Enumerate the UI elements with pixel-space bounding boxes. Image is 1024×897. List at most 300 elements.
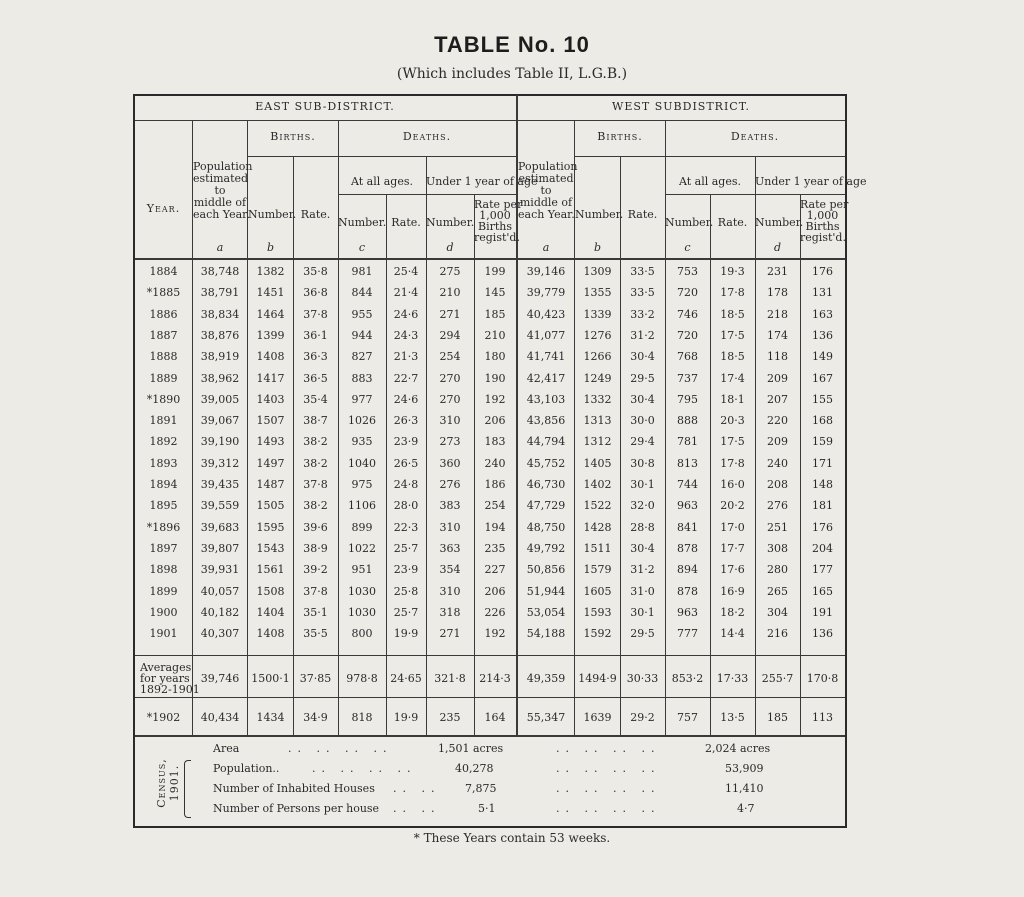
table-cell-west: 1276 xyxy=(583,329,612,342)
row-1902-cell-east: 164 xyxy=(484,711,506,724)
table-cell-east: 254 xyxy=(439,350,461,363)
west-deaths-header: Deaths. xyxy=(730,130,780,143)
table-cell-east: 955 xyxy=(351,308,373,321)
table-cell-west: 251 xyxy=(767,521,788,534)
east-rate-per-line: 1,000 xyxy=(479,209,511,222)
table-cell-east: 1403 xyxy=(256,393,285,406)
table-cell-east: 1399 xyxy=(256,329,285,342)
table-cell-west: 40,423 xyxy=(526,308,566,321)
table-subtitle: (Which includes Table II, L.G.B.) xyxy=(396,66,628,82)
west-pop-line: to xyxy=(540,184,552,197)
table-cell-east: 1382 xyxy=(256,265,285,278)
table-cell-west: 136 xyxy=(812,627,833,640)
table-row-year: 1893 xyxy=(149,457,178,470)
table-cell-east: 1030 xyxy=(348,606,376,619)
table-cell-west: 220 xyxy=(767,414,788,427)
table-cell-west: 208 xyxy=(767,478,788,491)
table-cell-east: 363 xyxy=(439,542,461,555)
table-cell-west: 1312 xyxy=(583,435,612,448)
census-population-label: Population.. xyxy=(213,762,280,775)
table-cell-east: 38·7 xyxy=(303,414,328,427)
averages-cell-east: 214·3 xyxy=(479,672,511,685)
table-cell-west: 39,779 xyxy=(526,286,566,299)
table-cell-west: 1332 xyxy=(583,393,612,406)
table-cell-west: 878 xyxy=(677,585,698,598)
table-cell-east: 254 xyxy=(484,499,506,512)
table-cell-west: 841 xyxy=(677,521,698,534)
census-population-west: 53,909 xyxy=(725,762,764,775)
row-1902-cell-east: 818 xyxy=(351,711,373,724)
table-cell-west: 308 xyxy=(767,542,788,555)
table-cell-east: 39·6 xyxy=(303,521,328,534)
east-rate-per-line: regist'd. xyxy=(474,231,520,244)
table-row-year: 1886 xyxy=(149,308,178,321)
table-cell-west: 204 xyxy=(812,542,833,555)
table-cell-east: 1026 xyxy=(348,414,376,427)
table-row-year: *1885 xyxy=(146,286,181,299)
table-cell-west: 17·7 xyxy=(720,542,745,555)
table-cell-east: 240 xyxy=(484,457,506,470)
row-1902-cell-east: 34·9 xyxy=(303,711,328,724)
table-cell-west: 781 xyxy=(677,435,698,448)
table-cell-west: 231 xyxy=(767,265,788,278)
east-col-letter-b: b xyxy=(266,241,275,254)
grid-line xyxy=(665,121,666,735)
table-cell-east: 21·3 xyxy=(393,350,419,363)
table-cell-east: 310 xyxy=(439,414,461,427)
table-cell-east: 39,435 xyxy=(200,478,240,491)
east-pop-line: Population xyxy=(193,160,253,173)
table-cell-west: 1266 xyxy=(583,350,612,363)
table-cell-west: 41,741 xyxy=(526,350,566,363)
east-births-number-header: Number. xyxy=(248,208,297,221)
table-cell-east: 271 xyxy=(439,627,461,640)
table-cell-east: 318 xyxy=(439,606,461,619)
table-cell-east: 26·5 xyxy=(393,457,419,470)
table-cell-east: 270 xyxy=(439,393,461,406)
table-cell-east: 1493 xyxy=(256,435,285,448)
grid-line xyxy=(135,697,845,698)
table-cell-east: 275 xyxy=(439,265,461,278)
table-cell-east: 1464 xyxy=(256,308,285,321)
table-cell-west: 31·0 xyxy=(630,585,655,598)
table-title: TABLE No. 10 xyxy=(434,32,590,57)
table-row-year: 1894 xyxy=(149,478,178,491)
table-cell-east: 23·9 xyxy=(393,563,419,576)
table-cell-west: 32·0 xyxy=(630,499,655,512)
table-cell-west: 163 xyxy=(812,308,833,321)
table-cell-west: 50,856 xyxy=(526,563,566,576)
table-cell-east: 190 xyxy=(484,372,506,385)
table-cell-east: 1595 xyxy=(256,521,285,534)
west-rate-per-line: 1,000 xyxy=(806,209,839,222)
table-cell-east: 1497 xyxy=(256,457,285,470)
table-cell-east: 951 xyxy=(351,563,373,576)
table-cell-east: 39·2 xyxy=(303,563,328,576)
table-cell-east: 1508 xyxy=(256,585,285,598)
averages-cell-east: 37·85 xyxy=(299,672,332,685)
west-under-1-header: Under 1 year of age xyxy=(755,175,867,188)
averages-label-line: for years xyxy=(140,672,190,685)
west-pop-line: middle of xyxy=(519,196,573,209)
table-cell-east: 1543 xyxy=(256,542,285,555)
table-cell-west: 165 xyxy=(812,585,833,598)
table-cell-east: 19·9 xyxy=(393,627,419,640)
table-row-year: 1889 xyxy=(149,372,178,385)
table-cell-west: 16·0 xyxy=(720,478,745,491)
census-side-text: Census, 1901. xyxy=(155,758,181,808)
grid-line xyxy=(135,258,845,260)
table-cell-east: 23·9 xyxy=(393,435,419,448)
table-cell-east: 35·8 xyxy=(303,265,328,278)
east-pop-line: middle of xyxy=(193,196,247,209)
table-cell-east: 40,182 xyxy=(200,606,240,619)
table-cell-east: 36·3 xyxy=(303,350,328,363)
table-cell-east: 39,807 xyxy=(200,542,240,555)
census-houses-label: Number of Inhabited Houses xyxy=(213,782,375,795)
table-cell-west: 894 xyxy=(677,563,698,576)
grid-line xyxy=(338,156,516,157)
table-cell-east: 194 xyxy=(484,521,506,534)
table-cell-east: 26·3 xyxy=(393,414,419,427)
table-cell-west: 177 xyxy=(812,563,833,576)
table-row-year: 1892 xyxy=(149,435,178,448)
census-brace xyxy=(184,760,191,818)
table-cell-east: 1561 xyxy=(256,563,285,576)
table-cell-east: 35·5 xyxy=(303,627,328,640)
averages-label-line: 1892-1901 xyxy=(140,683,200,696)
table-cell-west: 207 xyxy=(767,393,788,406)
table-cell-east: 24·8 xyxy=(393,478,419,491)
table-cell-west: 33·5 xyxy=(630,265,655,278)
table-cell-east: 39,312 xyxy=(200,457,240,470)
table-cell-east: 294 xyxy=(439,329,461,342)
west-births-number-header: Number. xyxy=(575,208,624,221)
table-cell-east: 210 xyxy=(484,329,506,342)
west-col-letter-a: a xyxy=(542,241,550,254)
table-row-year: 1895 xyxy=(149,499,178,512)
table-cell-west: 753 xyxy=(677,265,698,278)
table-cell-east: 35·1 xyxy=(303,606,328,619)
table-cell-east: 38·2 xyxy=(303,457,328,470)
west-col-letter-b: b xyxy=(593,241,602,254)
table-cell-east: 37·8 xyxy=(303,478,328,491)
table-cell-east: 192 xyxy=(484,393,506,406)
census-population-leaders: .. .. .. .. xyxy=(312,762,417,775)
row-1902-cell-west: 185 xyxy=(767,711,788,724)
table-cell-east: 1417 xyxy=(256,372,285,385)
table-cell-west: 17·6 xyxy=(720,563,745,576)
east-deaths-number-header: Number. xyxy=(338,216,387,229)
table-cell-west: 53,054 xyxy=(526,606,566,619)
averages-cell-west: 49,359 xyxy=(526,672,566,685)
table-cell-west: 33·5 xyxy=(630,286,655,299)
table-cell-east: 39,005 xyxy=(200,393,240,406)
table-cell-west: 1405 xyxy=(583,457,612,470)
table-cell-east: 1106 xyxy=(348,499,376,512)
west-deaths-rate-header: Rate. xyxy=(717,216,748,229)
row-1902-cell-west: 113 xyxy=(812,711,833,724)
table-cell-west: 18·5 xyxy=(720,350,745,363)
row-1902-cell-east: 1434 xyxy=(256,711,285,724)
table-cell-east: 210 xyxy=(439,286,461,299)
table-cell-east: 22·7 xyxy=(393,372,419,385)
table-cell-east: 24·6 xyxy=(393,393,419,406)
table-cell-east: 276 xyxy=(439,478,461,491)
table-cell-west: 29·5 xyxy=(630,372,655,385)
table-cell-west: 17·5 xyxy=(720,435,745,448)
table-cell-west: 888 xyxy=(677,414,698,427)
table-cell-west: 159 xyxy=(812,435,833,448)
table-cell-west: 39,146 xyxy=(526,265,566,278)
table-row-year: *1896 xyxy=(146,521,181,534)
table-cell-west: 155 xyxy=(812,393,833,406)
table-cell-east: 186 xyxy=(484,478,506,491)
table-cell-west: 878 xyxy=(677,542,698,555)
table-cell-east: 39,067 xyxy=(200,414,240,427)
east-infant-number-header: Number. xyxy=(426,216,475,229)
table-cell-east: 1030 xyxy=(348,585,376,598)
east-col-letter-c: c xyxy=(358,241,366,254)
west-subdistrict-header: WEST SUBDISTRICT. xyxy=(612,100,750,113)
west-rate-per-line: regist'd. xyxy=(800,231,846,244)
table-cell-west: 20·2 xyxy=(720,499,745,512)
row-1902-cell-west: 55,347 xyxy=(526,711,566,724)
row-1902-cell-east: 40,434 xyxy=(200,711,240,724)
table-cell-east: 1507 xyxy=(256,414,285,427)
east-births-rate-header: Rate. xyxy=(300,208,331,221)
table-cell-west: 181 xyxy=(812,499,833,512)
grid-line xyxy=(135,735,845,737)
table-cell-east: 935 xyxy=(351,435,373,448)
east-subdistrict-header: EAST SUB-DISTRICT. xyxy=(255,100,395,113)
table-row-year: 1901 xyxy=(149,627,178,640)
averages-cell-west: 1494·9 xyxy=(578,672,617,685)
table-cell-east: 844 xyxy=(351,286,373,299)
table-cell-west: 1313 xyxy=(583,414,612,427)
table-cell-west: 1522 xyxy=(583,499,612,512)
table-cell-east: 360 xyxy=(439,457,461,470)
table-row-year: 1899 xyxy=(149,585,178,598)
table-cell-west: 44,794 xyxy=(526,435,566,448)
table-cell-east: 36·1 xyxy=(303,329,328,342)
table-cell-west: 963 xyxy=(677,606,698,619)
east-all-ages-header: At all ages. xyxy=(350,175,413,188)
table-cell-west: 20·3 xyxy=(720,414,745,427)
table-cell-west: 178 xyxy=(767,286,788,299)
table-cell-east: 227 xyxy=(484,563,506,576)
table-cell-east: 1408 xyxy=(256,350,285,363)
table-cell-west: 167 xyxy=(812,372,833,385)
table-cell-east: 235 xyxy=(484,542,506,555)
table-cell-east: 310 xyxy=(439,585,461,598)
table-cell-east: 37·8 xyxy=(303,585,328,598)
averages-cell-west: 17·33 xyxy=(716,672,749,685)
census-persons-label: Number of Persons per house xyxy=(213,802,380,815)
table-cell-west: 1402 xyxy=(583,478,612,491)
table-cell-east: 22·3 xyxy=(393,521,419,534)
table-cell-west: 118 xyxy=(767,350,788,363)
west-births-rate-header: Rate. xyxy=(627,208,658,221)
table-cell-west: 720 xyxy=(677,329,698,342)
table-cell-east: 883 xyxy=(351,372,373,385)
table-cell-east: 36·5 xyxy=(303,372,328,385)
table-cell-west: 737 xyxy=(677,372,698,385)
table-cell-west: 33·2 xyxy=(630,308,655,321)
table-cell-west: 176 xyxy=(812,265,833,278)
grid-line xyxy=(338,194,516,195)
table-row-year: 1898 xyxy=(149,563,178,576)
table-cell-west: 28·8 xyxy=(630,521,655,534)
table-cell-west: 45,752 xyxy=(526,457,566,470)
census-side-label xyxy=(155,740,181,820)
table-cell-east: 1022 xyxy=(348,542,376,555)
table-row-year: 1888 xyxy=(149,350,178,363)
table-cell-east: 38,748 xyxy=(200,265,240,278)
table-cell-west: 19·3 xyxy=(720,265,745,278)
table-cell-east: 981 xyxy=(351,265,373,278)
table-cell-west: 30·1 xyxy=(630,606,655,619)
west-all-ages-header: At all ages. xyxy=(678,175,741,188)
table-cell-west: 29·5 xyxy=(630,627,655,640)
table-cell-west: 1605 xyxy=(583,585,612,598)
east-rate-per-line: Births xyxy=(477,220,512,233)
table-cell-east: 38,791 xyxy=(200,286,240,299)
east-pop-line: estimated xyxy=(193,172,249,185)
averages-cell-east: 1500·1 xyxy=(251,672,290,685)
table-cell-east: 206 xyxy=(484,585,506,598)
table-cell-west: 30·0 xyxy=(630,414,655,427)
west-births-header: Births. xyxy=(597,130,643,143)
table-cell-east: 37·8 xyxy=(303,308,328,321)
table-cell-west: 31·2 xyxy=(630,563,655,576)
table-row-year: *1890 xyxy=(146,393,181,406)
table-cell-west: 30·4 xyxy=(630,542,655,555)
table-cell-east: 39,559 xyxy=(200,499,240,512)
table-cell-east: 1451 xyxy=(256,286,285,299)
table-cell-east: 28·0 xyxy=(393,499,419,512)
year-header: Year. xyxy=(146,202,181,215)
averages-cell-east: 24·65 xyxy=(390,672,422,685)
table-cell-east: 36·8 xyxy=(303,286,328,299)
table-cell-west: 41,077 xyxy=(526,329,566,342)
census-persons-east: 5·1 xyxy=(478,802,496,815)
east-under-1-header: Under 1 year of age xyxy=(426,175,538,188)
table-cell-east: 226 xyxy=(484,606,506,619)
grid-line xyxy=(338,121,339,735)
table-cell-east: 183 xyxy=(484,435,506,448)
census-houses-leaders: .. .. xyxy=(393,782,441,795)
table-cell-west: 17·8 xyxy=(720,286,745,299)
table-cell-east: 145 xyxy=(484,286,506,299)
footnote: * These Years contain 53 weeks. xyxy=(413,831,611,845)
census-population-west-leaders: .. .. .. .. xyxy=(556,762,661,775)
table-cell-west: 136 xyxy=(812,329,833,342)
grid-line xyxy=(135,120,845,121)
east-deaths-header: Deaths. xyxy=(402,130,452,143)
table-cell-west: 1428 xyxy=(583,521,612,534)
west-col-letter-c: c xyxy=(684,241,691,254)
table-cell-west: 17·5 xyxy=(720,329,745,342)
table-cell-east: 977 xyxy=(351,393,373,406)
table-cell-west: 1511 xyxy=(583,542,612,555)
census-persons-west: 4·7 xyxy=(737,802,755,815)
table-cell-west: 276 xyxy=(767,499,788,512)
table-cell-west: 18·1 xyxy=(720,393,745,406)
averages-cell-east: 321·8 xyxy=(434,672,466,685)
averages-cell-east: 39,746 xyxy=(200,672,240,685)
table-cell-east: 310 xyxy=(439,521,461,534)
table-cell-west: 43,856 xyxy=(526,414,566,427)
east-births-header: Births. xyxy=(270,130,316,143)
table-cell-east: 827 xyxy=(351,350,373,363)
table-cell-east: 1040 xyxy=(348,457,376,470)
table-cell-west: 14·4 xyxy=(720,627,745,640)
table-cell-east: 35·4 xyxy=(303,393,328,406)
west-deaths-number-header: Number. xyxy=(665,216,714,229)
table-cell-west: 1579 xyxy=(583,563,612,576)
table-cell-west: 176 xyxy=(812,521,833,534)
east-col-letter-a: a xyxy=(216,241,224,254)
table-cell-west: 30·4 xyxy=(630,393,655,406)
table-cell-east: 21·4 xyxy=(393,286,419,299)
table-cell-west: 280 xyxy=(767,563,788,576)
census-persons-west-leaders: .. .. .. .. xyxy=(556,802,661,815)
table-cell-east: 1505 xyxy=(256,499,285,512)
table-cell-east: 25·8 xyxy=(393,585,419,598)
averages-cell-west: 255·7 xyxy=(761,672,794,685)
table-cell-east: 899 xyxy=(351,521,373,534)
table-cell-west: 17·4 xyxy=(720,372,745,385)
table-cell-east: 40,057 xyxy=(200,585,240,598)
table-cell-east: 1487 xyxy=(256,478,285,491)
row-1902-cell-east: 235 xyxy=(439,711,461,724)
grid-line xyxy=(135,655,845,656)
table-cell-west: 720 xyxy=(677,286,698,299)
west-col-letter-d: d xyxy=(773,241,782,254)
table-cell-west: 209 xyxy=(767,372,788,385)
east-rate-per-line: Rate per xyxy=(474,198,523,211)
table-cell-west: 216 xyxy=(767,627,788,640)
table-cell-west: 265 xyxy=(767,585,788,598)
averages-cell-west: 170·8 xyxy=(806,672,839,685)
table-cell-east: 38,876 xyxy=(200,329,240,342)
table-cell-west: 17·0 xyxy=(720,521,745,534)
census-area-leaders: .. .. .. .. xyxy=(288,742,393,755)
table-cell-east: 1404 xyxy=(256,606,285,619)
table-cell-east: 800 xyxy=(351,627,373,640)
table-cell-east: 25·4 xyxy=(393,265,419,278)
table-row-year: 1900 xyxy=(149,606,178,619)
table-cell-west: 1592 xyxy=(583,627,612,640)
table-cell-east: 944 xyxy=(351,329,373,342)
table-cell-west: 218 xyxy=(767,308,788,321)
table-cell-west: 1339 xyxy=(583,308,612,321)
west-pop-line: Population xyxy=(518,160,578,173)
table-cell-east: 38·2 xyxy=(303,499,328,512)
table-cell-west: 17·8 xyxy=(720,457,745,470)
table-row-year: 1884 xyxy=(149,265,178,278)
table-cell-west: 240 xyxy=(767,457,788,470)
table-cell-east: 199 xyxy=(484,265,506,278)
census-houses-west-leaders: .. .. .. .. xyxy=(556,782,661,795)
census-area-west: 2,024 acres xyxy=(705,742,771,755)
table-cell-west: 18·2 xyxy=(720,606,745,619)
table-cell-east: 39,190 xyxy=(200,435,240,448)
table-cell-east: 383 xyxy=(439,499,461,512)
table-cell-west: 744 xyxy=(677,478,698,491)
table-cell-west: 963 xyxy=(677,499,698,512)
